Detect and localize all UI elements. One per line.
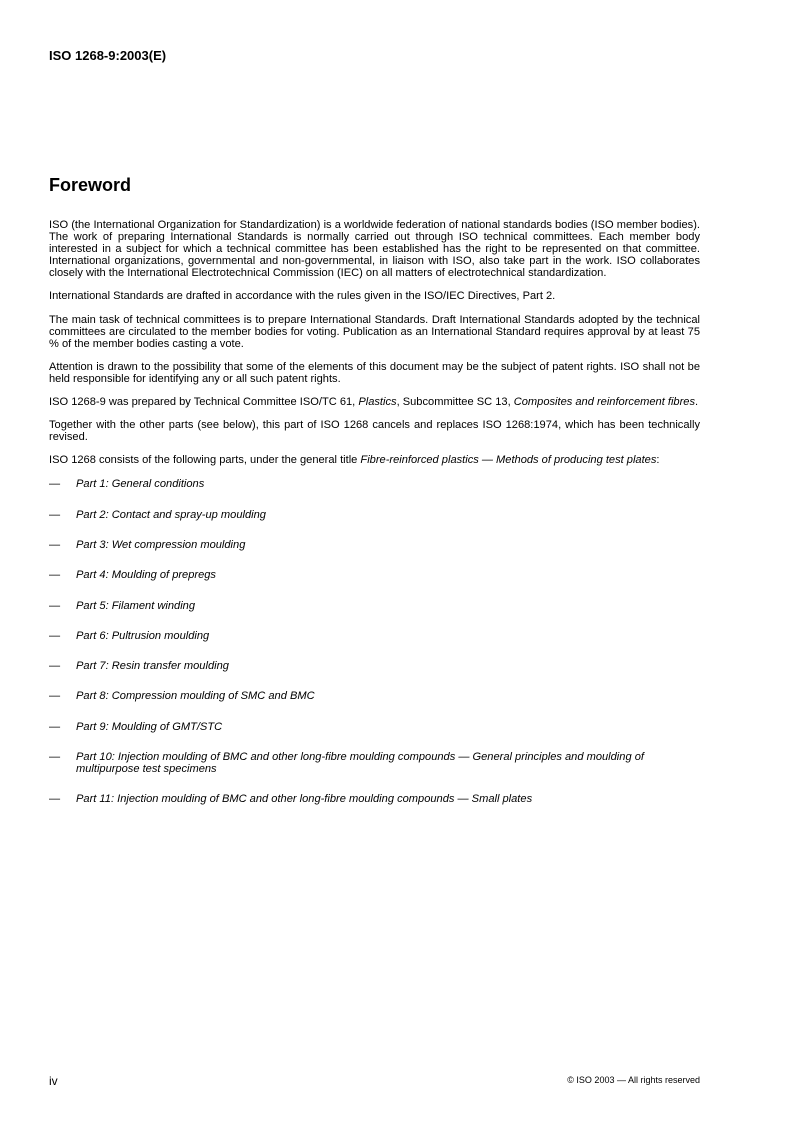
parts-intro-text-a: ISO 1268 consists of the following parts, under the general title: [49, 454, 361, 467]
foreword-body: [49, 219, 700, 824]
paragraph-prepared-by: [49, 396, 700, 408]
list-dash: —: [49, 599, 61, 612]
paragraph-iso-intro: ISO (the International Organization for Standardization) is a worldwide federation of national standards bodies (ISO member bodies). The work of preparing International Standards is normally carried out through ISO technical committees. Each member body interested in a subject for which a technical committee has been established has the right to be represented on that committee. International organizations, governmental and non-governmental, in liaison with ISO, also take part in the work. ISO collaborates closely with the International Electrotechnical Commission (IEC) on all matters of electrotechnical standardization.: [49, 219, 700, 280]
part-title: Part 5: Filament winding: [76, 599, 196, 612]
part-title: Part 2: Contact and spray-up moulding: [76, 508, 266, 521]
prepared-by-text-e: .: [695, 396, 699, 409]
page-title: Foreword: [49, 175, 132, 195]
list-dash: —: [49, 478, 61, 491]
list-item: [49, 660, 700, 672]
list-dash: —: [49, 569, 61, 582]
parts-list: [49, 478, 700, 805]
paragraph-cancels-replaces: Together with the other parts (see below), this part of ISO 1268 cancels and replaces ISO 1268:1974, which has been technically revised.: [49, 419, 700, 444]
list-dash: —: [49, 508, 61, 521]
list-dash: —: [49, 629, 61, 642]
prepared-by-text-c: , Subcommittee SC 13,: [396, 396, 514, 409]
prepared-by-plastics: Plastics: [358, 396, 397, 409]
list-dash: —: [49, 750, 61, 763]
paragraph-directives: International Standards are drafted in accordance with the rules given in the ISO/IEC Directives, Part 2.: [49, 290, 556, 303]
part-title: Part 9: Moulding of GMT/STC: [76, 720, 223, 733]
list-dash: —: [49, 793, 61, 806]
part-title: Part 7: Resin transfer moulding: [76, 660, 229, 673]
part-title: Part 6: Pultrusion moulding: [76, 629, 210, 642]
part-title: Part 1: General conditions: [76, 478, 205, 491]
list-item: [49, 793, 700, 805]
list-item: [49, 721, 700, 733]
page-number: iv: [49, 1074, 58, 1088]
list-item: [49, 509, 700, 521]
list-dash: —: [49, 690, 61, 703]
list-item: [49, 478, 700, 490]
list-item: [49, 751, 700, 775]
part-title: Part 11: Injection moulding of BMC and other long-fibre moulding compounds — Small plates: [76, 793, 533, 806]
paragraph-patent-rights: Attention is drawn to the possibility that some of the elements of this document may be the subject of patent rights. ISO shall not be held responsible for identifying any or all such patent rights.: [49, 360, 700, 385]
list-dash: —: [49, 720, 61, 733]
list-item: [49, 600, 700, 612]
list-item: [49, 569, 700, 581]
part-title: Part 4: Moulding of prepregs: [76, 569, 216, 582]
prepared-by-text-a: ISO 1268-9 was prepared by Technical Committee ISO/TC 61,: [49, 396, 359, 409]
paragraph-parts-intro: [49, 454, 700, 466]
paragraph-committees-task: The main task of technical committees is to prepare International Standards. Draft International Standards adopted by the technical committees are circulated to the member bodies for voting. Publication as an International Standard requires approval by at least 75 % of the member bodies casting a vote.: [49, 313, 700, 350]
parts-general-title: Fibre-reinforced plastics — Methods of producing test plates: [360, 454, 657, 467]
copyright-notice: © ISO 2003 — All rights reserved: [567, 1075, 700, 1085]
prepared-by-subcommittee-title: Composites and reinforcement fibres: [513, 396, 696, 409]
list-item: [49, 539, 700, 551]
parts-intro-text-c: :: [656, 454, 660, 467]
list-item: [49, 690, 700, 702]
part-title: Part 10: Injection moulding of BMC and other long-fibre moulding compounds — General principles and moulding of multipurpose test specimens: [76, 750, 644, 776]
list-dash: —: [49, 660, 61, 673]
list-dash: —: [49, 538, 61, 551]
part-title: Part 3: Wet compression moulding: [76, 538, 246, 551]
list-item: [49, 630, 700, 642]
part-title: Part 8: Compression moulding of SMC and BMC: [76, 690, 315, 703]
document-id-header: ISO 1268-9:2003(E): [49, 48, 167, 63]
